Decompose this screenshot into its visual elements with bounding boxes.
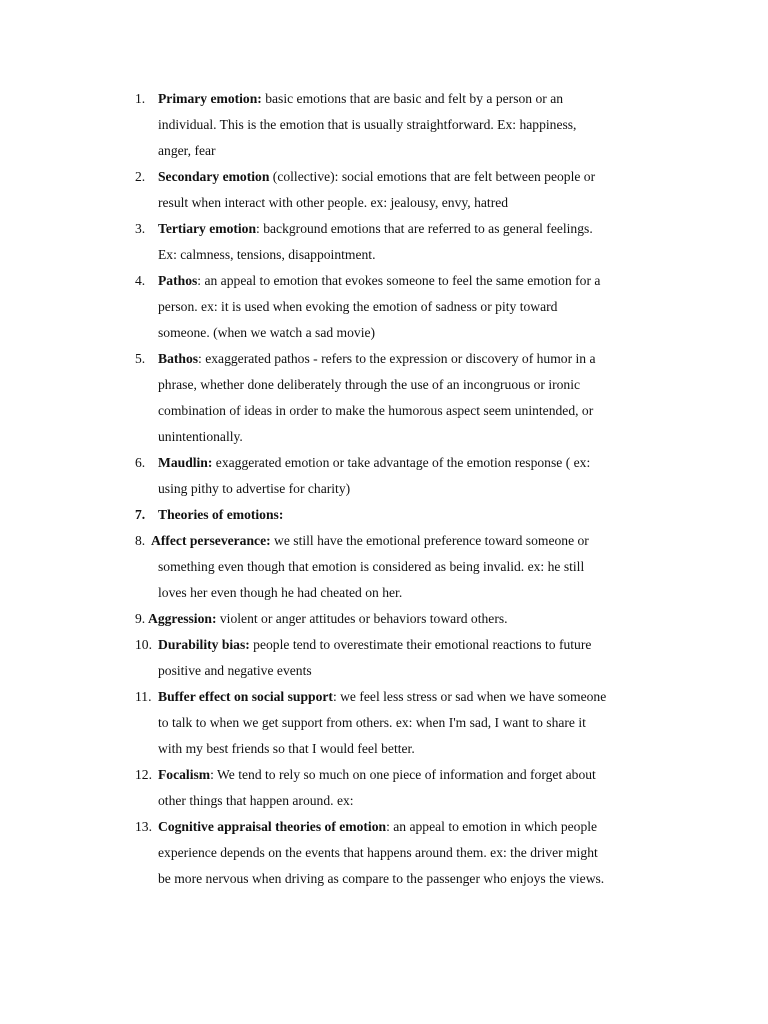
list-text-line: to talk to when we get support from others. ex: when I'm sad, I want to share it	[158, 715, 586, 730]
list-text-line	[158, 689, 606, 705]
list-number: 4.	[135, 273, 146, 288]
list-text-line: someone. (when we watch a sad movie)	[158, 325, 376, 340]
list-number: 12.	[135, 767, 152, 782]
list-text-line: with my best friends so that I would feel better.	[158, 741, 415, 756]
definition-text: exaggerated emotion or take advantage of the emotion response ( ex:	[212, 455, 591, 470]
term-label: Secondary emotion	[158, 169, 270, 184]
definition-text: basic emotions that are basic and felt by a person or an	[261, 91, 564, 106]
list-text-line: Ex: calmness, tensions, disappointment.	[158, 247, 376, 262]
list-number: 2.	[135, 169, 146, 184]
list-number: 7.	[135, 507, 146, 522]
list-text-line: person. ex: it is used when evoking the emotion of sadness or pity toward	[158, 299, 558, 314]
term-label: Durability bias:	[158, 637, 250, 652]
definition-text: : we feel less stress or sad when we have someone	[332, 689, 607, 704]
term-label: Focalism	[158, 767, 211, 782]
list-text-line	[148, 611, 508, 627]
list-text-line: anger, fear	[158, 143, 216, 158]
definition-text: : background emotions that are referred to as general feelings.	[256, 221, 593, 236]
list-text-line	[158, 221, 593, 237]
list-text-line: experience depends on the events that happens around them. ex: the driver might	[158, 845, 598, 860]
list-text-line: something even though that emotion is considered as being invalid. ex: he still	[158, 559, 585, 574]
list-text-line	[158, 273, 600, 289]
list-text-line: unintentionally.	[158, 429, 243, 444]
term-label: Primary emotion:	[158, 91, 262, 106]
definition-text: : an appeal to emotion that evokes someone to feel the same emotion for a	[197, 273, 601, 288]
list-text-line: positive and negative events	[158, 663, 312, 678]
list-text-line: combination of ideas in order to make the humorous aspect seem unintended, or	[158, 403, 594, 418]
list-number: 5.	[135, 351, 146, 366]
term-label: Buffer effect on social support	[158, 689, 333, 704]
list-number: 13.	[135, 819, 152, 834]
list-number: 3.	[135, 221, 146, 236]
list-text-line: phrase, whether done deliberately through the use of an incongruous or ironic	[158, 377, 581, 392]
definition-text: : We tend to rely so much on one piece of information and forget about	[210, 767, 596, 782]
term-label: Tertiary emotion	[158, 221, 257, 236]
definition-text: : an appeal to emotion in which people	[386, 819, 598, 834]
list-text-line	[158, 819, 597, 835]
list-text-line: individual. This is the emotion that is usually straightforward. Ex: happiness,	[158, 117, 577, 132]
list-text-line: result when interact with other people. ex: jealousy, envy, hatred	[158, 195, 509, 210]
list-text-line: other things that happen around. ex:	[158, 793, 354, 808]
list-text-line	[158, 91, 563, 107]
list-text-line	[158, 507, 283, 523]
term-label: Maudlin:	[158, 455, 213, 470]
list-number: 6.	[135, 455, 146, 470]
definition-text: violent or anger attitudes or behaviors toward others.	[216, 611, 508, 626]
definition-text: : exaggerated pathos - refers to the expression or discovery of humor in a	[198, 351, 596, 366]
list-text-line	[158, 455, 590, 471]
definition-text: (collective): social emotions that are felt between people or	[269, 169, 596, 184]
list-number: 10.	[135, 637, 152, 652]
list-text-line: using pithy to advertise for charity)	[158, 481, 351, 496]
term-label: Cognitive appraisal theories of emotion	[158, 819, 387, 834]
term-label: Bathos	[158, 351, 199, 366]
list-text-line: loves her even though he had cheated on her.	[158, 585, 403, 600]
list-text-line	[158, 767, 596, 783]
term-label: Pathos	[158, 273, 198, 288]
section-heading: Theories of emotions:	[158, 507, 284, 522]
list-text-line	[158, 637, 591, 653]
list-text-line	[151, 533, 589, 549]
list-number: 9.	[135, 611, 146, 626]
list-number: 1.	[135, 91, 146, 106]
term-label: Affect perseverance:	[151, 533, 271, 548]
list-text-line: be more nervous when driving as compare to the passenger who enjoys the views.	[158, 871, 605, 886]
list-text-line	[158, 351, 596, 367]
list-text-line	[158, 169, 595, 185]
definition-text: people tend to overestimate their emotional reactions to future	[249, 637, 592, 652]
list-number: 11.	[135, 689, 152, 704]
list-number: 8.	[135, 533, 146, 548]
definition-text: we still have the emotional preference toward someone or	[270, 533, 589, 548]
term-label: Aggression:	[148, 611, 217, 626]
